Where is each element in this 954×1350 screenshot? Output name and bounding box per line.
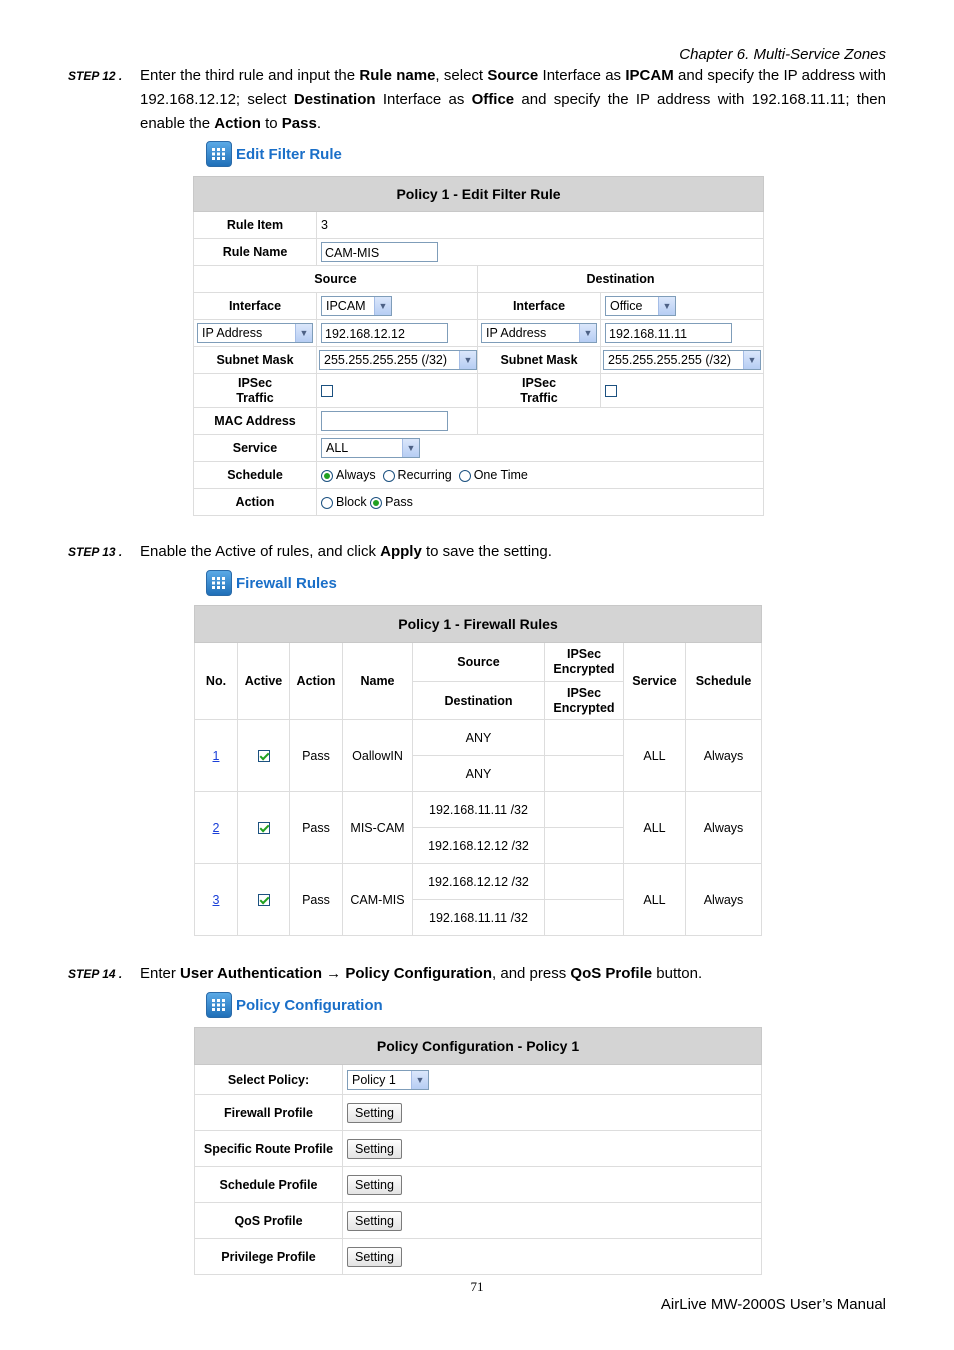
rule-name-input[interactable]: CAM-MIS [321,242,438,262]
rule-service: ALL [624,792,686,864]
select-policy-dropdown[interactable]: Policy 1 ▼ [347,1070,429,1090]
firewall-rules-title: Firewall Rules [206,570,337,596]
arrow-right-icon: → [322,965,346,982]
source-header: Source [194,266,478,293]
col-action: Action [290,643,343,720]
dst-address-type-select[interactable]: IP Address ▼ [481,323,597,343]
step-12-label: STEP 12 . [68,69,123,83]
chapter-header: Chapter 6. Multi-Service Zones [679,46,886,63]
rule-destination: 192.168.12.12 /32 [413,828,545,864]
firewall-profile-label: Firewall Profile [195,1095,343,1131]
rule-3-active-checkbox[interactable] [258,894,270,906]
col-source: Source [413,643,545,682]
manual-title: AirLive MW-2000S User’s Manual [660,1296,886,1313]
src-ipsec-label: IPSec Traffic [194,374,317,408]
col-destination: Destination [413,682,545,720]
destination-header: Destination [478,266,764,293]
rule-name: CAM-MIS [343,864,413,936]
col-name: Name [343,643,413,720]
rule-source: 192.168.11.11 /32 [413,792,545,828]
rule-service: ALL [624,864,686,936]
rule-action: Pass [290,720,343,792]
table-title: Policy 1 - Edit Filter Rule [194,177,764,212]
col-no: No. [195,643,238,720]
action-pass-radio[interactable]: Pass [370,495,413,509]
dst-subnet-label: Subnet Mask [478,347,601,374]
chevron-down-icon: ▼ [411,1071,428,1089]
edit-filter-rule-table [193,176,764,516]
policy-configuration-table [194,1027,762,1275]
rule-item-value: 3 [317,212,764,239]
src-ip-input[interactable]: 192.168.12.12 [321,323,448,343]
action-block-radio[interactable]: Block [321,495,367,509]
src-subnet-select[interactable]: 255.255.255.255 (/32) ▼ [319,350,477,370]
rule-source: ANY [413,720,545,756]
chevron-down-icon: ▼ [743,351,760,369]
src-subnet-label: Subnet Mask [194,347,317,374]
src-address-type-select[interactable]: IP Address ▼ [197,323,313,343]
step-13-label: STEP 13 . [68,545,123,559]
specific-route-profile-label: Specific Route Profile [195,1131,343,1167]
dst-interface-label: Interface [478,293,601,320]
table-row [195,864,762,900]
mac-address-label: MAC Address [194,408,317,435]
schedule-always-radio[interactable]: Always [321,468,376,482]
service-select[interactable]: ALL ▼ [321,438,420,458]
step-14-text: Enter User Authentication → Policy Configuration, and press QoS Profile button. [140,965,703,982]
grid-icon [206,992,232,1018]
action-options [317,489,764,516]
rule-name-label: Rule Name [194,239,317,266]
table-title: Policy 1 - Firewall Rules [195,606,762,643]
mac-address-input[interactable] [321,411,448,431]
col-service: Service [624,643,686,720]
schedule-recurring-radio[interactable]: Recurring [383,468,452,482]
chevron-down-icon: ▼ [658,297,675,315]
schedule-onetime-radio[interactable]: One Time [459,468,528,482]
schedule-label: Schedule [194,462,317,489]
policy-configuration-title: Policy Configuration [206,992,383,1018]
rule-1-link[interactable]: 1 [212,748,220,763]
src-ipsec-checkbox[interactable] [321,385,333,397]
dst-subnet-select[interactable]: 255.255.255.255 (/32) ▼ [603,350,761,370]
rule-item-label: Rule Item [194,212,317,239]
step-12-text: Enter the third rule and input the Rule name, select Source Interface as IPCAM and specify the IP address with 192.168.12.12; select Destination Interface as Office and specify the IP address with 192.168.11.11; then enable the Action to Pass. [140,67,887,132]
col-active: Active [238,643,290,720]
rule-action: Pass [290,792,343,864]
select-policy-label: Select Policy: [195,1065,343,1095]
schedule-profile-label: Schedule Profile [195,1167,343,1203]
rule-destination: ANY [413,756,545,792]
rule-service: ALL [624,720,686,792]
chevron-down-icon: ▼ [295,324,312,342]
col-dst-ipsec: IPSec Encrypted [545,682,624,720]
page-number: 71 [470,1279,484,1294]
rule-name: MIS-CAM [343,792,413,864]
qos-profile-setting-button[interactable]: Setting [347,1211,402,1231]
src-interface-select[interactable]: IPCAM ▼ [321,296,392,316]
table-title: Policy Configuration - Policy 1 [195,1028,762,1065]
rule-schedule: Always [686,720,762,792]
edit-filter-rule-title: Edit Filter Rule [206,141,342,167]
firewall-profile-setting-button[interactable]: Setting [347,1103,402,1123]
dst-interface-select[interactable]: Office ▼ [605,296,676,316]
action-label: Action [194,489,317,516]
col-schedule: Schedule [686,643,762,720]
step-14-label: STEP 14 . [68,967,123,981]
rule-1-active-checkbox[interactable] [258,750,270,762]
service-label: Service [194,435,317,462]
schedule-options [317,462,764,489]
rule-schedule: Always [686,792,762,864]
schedule-profile-setting-button[interactable]: Setting [347,1175,402,1195]
rule-source: 192.168.12.12 /32 [413,864,545,900]
chevron-down-icon: ▼ [579,324,596,342]
privilege-profile-setting-button[interactable]: Setting [347,1247,402,1267]
rule-2-link[interactable]: 2 [212,820,220,835]
firewall-rules-table [194,605,762,936]
rule-destination: 192.168.11.11 /32 [413,900,545,936]
rule-action: Pass [290,864,343,936]
privilege-profile-label: Privilege Profile [195,1239,343,1275]
rule-name: OallowIN [343,720,413,792]
dst-ipsec-checkbox[interactable] [605,385,617,397]
chevron-down-icon: ▼ [374,297,391,315]
grid-icon [206,570,232,596]
col-src-ipsec: IPSec Encrypted [545,643,624,682]
step-13-text: Enable the Active of rules, and click Apply to save the setting. [140,543,552,560]
grid-icon [206,141,232,167]
dst-ipsec-label: IPSec Traffic [478,374,601,408]
specific-route-profile-setting-button[interactable]: Setting [347,1139,402,1159]
chevron-down-icon: ▼ [402,439,419,457]
chevron-down-icon: ▼ [459,351,476,369]
dst-ip-input[interactable]: 192.168.11.11 [605,323,732,343]
qos-profile-label: QoS Profile [195,1203,343,1239]
table-row [195,720,762,756]
rule-schedule: Always [686,864,762,936]
src-interface-label: Interface [194,293,317,320]
rule-2-active-checkbox[interactable] [258,822,270,834]
rule-3-link[interactable]: 3 [212,892,220,907]
table-row [195,792,762,828]
